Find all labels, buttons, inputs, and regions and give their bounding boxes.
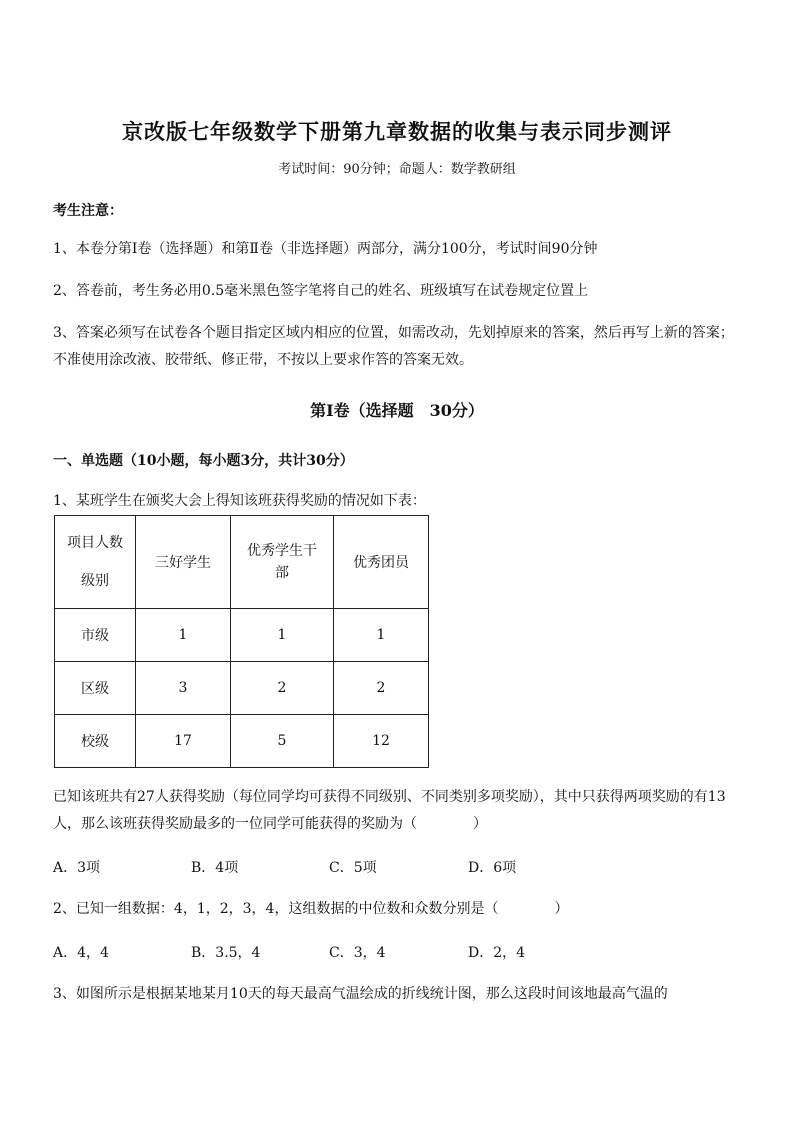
option-b[interactable]: B．4项 <box>191 860 239 876</box>
part-heading: 一、单选题（10小题，每小题3分，共计30分） <box>53 453 354 469</box>
option-d[interactable]: D．6项 <box>468 860 517 876</box>
corner-label-top: 项目人数 <box>67 534 123 551</box>
option-d[interactable]: D．2，4 <box>468 945 526 961</box>
page-title: 京改版七年级数学下册第九章数据的收集与表示同步测评 <box>122 119 672 144</box>
table-row-level: 校级 <box>55 715 136 768</box>
notice-item-1: 1、本卷分第Ⅰ卷（选择题）和第Ⅱ卷（非选择题）两部分，满分100分，考试时间90分钟 <box>53 241 598 257</box>
award-table <box>54 515 429 768</box>
section-title: 第Ⅰ卷（选择题 30分） <box>310 401 484 420</box>
table-cell: 5 <box>231 715 334 768</box>
question-2-stem: 2、已知一组数据：4，1，2，3，4，这组数据的中位数和众数分别是（ ） <box>53 901 569 917</box>
table-cell: 1 <box>231 609 334 662</box>
table-row-level: 市级 <box>55 609 136 662</box>
table-cell: 2 <box>334 662 429 715</box>
notice-item-3: 3、答案必须写在试卷各个题目指定区域内相应的位置，如需改动，先划掉原来的答案，然后再写上新的答案；不准使用涂改液、胶带纸、修正带，不按以上要求作答的答案无效。 <box>53 325 734 368</box>
corner-label-bottom: 级别 <box>81 572 109 589</box>
option-a[interactable]: A．4，4 <box>53 945 109 961</box>
question-1-body: 已知该班共有27人获得奖励（每位同学均可获得不同级别、不同类别多项奖励），其中只获得两项奖励的有13人，那么该班获得奖励最多的一位同学可能获得的奖励为（ ） <box>53 789 726 832</box>
option-c[interactable]: C．3，4 <box>329 945 386 961</box>
table-header-text: 优秀学生干部 <box>247 543 317 581</box>
notice-heading: 考生注意： <box>53 203 123 219</box>
table-header <box>231 516 334 609</box>
table-cell: 2 <box>231 662 334 715</box>
table-cell: 17 <box>136 715 231 768</box>
table-header: 三好学生 <box>136 516 231 609</box>
question-1-stem: 1、某班学生在颁奖大会上得知该班获得奖励的情况如下表： <box>53 493 426 509</box>
table-row <box>55 715 429 768</box>
option-c[interactable]: C．5项 <box>329 860 377 876</box>
option-b[interactable]: B．3.5，4 <box>191 945 261 961</box>
notice-item-2: 2、答卷前，考生务必用0.5毫米黑色签字笔将自己的姓名、班级填写在试卷规定位置上 <box>53 283 589 299</box>
table-cell: 3 <box>136 662 231 715</box>
table-row <box>55 662 429 715</box>
exam-info: 考试时间：90分钟；命题人：数学教研组 <box>278 162 516 177</box>
table-header: 优秀团员 <box>334 516 429 609</box>
table-corner-cell <box>55 516 136 609</box>
table-row-level: 区级 <box>55 662 136 715</box>
option-a[interactable]: A．3项 <box>53 860 101 876</box>
table-row <box>55 609 429 662</box>
table-cell: 1 <box>136 609 231 662</box>
award-table-header-row <box>55 516 429 609</box>
table-cell: 12 <box>334 715 429 768</box>
question-3-stem: 3、如图所示是根据某地某月10天的每天最高气温绘成的折线统计图，那么这段时间该地最高气温的 <box>53 986 668 1002</box>
table-cell: 1 <box>334 609 429 662</box>
